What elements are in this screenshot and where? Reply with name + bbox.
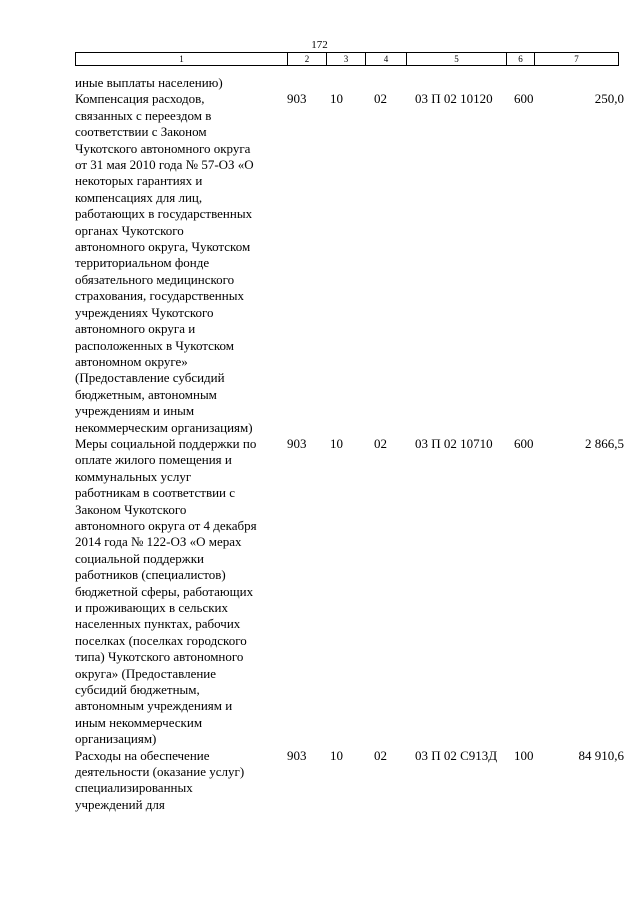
description-cell — [75, 91, 286, 436]
admin-code-cell — [286, 75, 325, 91]
description-line: Расходы на обеспечение — [75, 747, 210, 763]
amount-cell: 84 910,6 — [578, 747, 624, 763]
header-col-6: 6 — [507, 53, 535, 66]
description-line: типа) Чукотского автономного — [75, 649, 244, 665]
description-line: Меры социальной поддержки по — [75, 435, 257, 451]
description-line: бюджетным, автономным — [75, 386, 217, 402]
target-article-cell: 03 П 02 10120 — [415, 91, 493, 107]
table-row — [75, 91, 624, 436]
description-line: работников (специалистов) — [75, 567, 226, 583]
description-line: обязательного медицинского — [75, 271, 235, 287]
description-line: связанных с переездом в — [75, 107, 212, 123]
description-line: компенсациях для лиц, — [75, 189, 203, 205]
expense-type-cell: 600 — [514, 91, 534, 107]
table-row — [75, 748, 624, 814]
budget-table — [75, 75, 624, 813]
description-line: автономным учреждениям и — [75, 698, 233, 714]
description-line: учреждений для — [75, 796, 165, 812]
description-line: от 31 мая 2010 года № 57-ОЗ «О — [75, 157, 254, 173]
description-line: некоторых гарантиях и — [75, 173, 203, 189]
target-article-cell: 03 П 02 С913Д — [415, 747, 498, 763]
section-cell: 10 — [330, 747, 343, 763]
description-line: Чукотского автономного округа — [75, 140, 251, 156]
description-line: расположенных в Чукотском — [75, 337, 235, 353]
description-line: Законом Чукотского — [75, 501, 187, 517]
description-line: деятельности (оказание услуг) — [75, 764, 245, 780]
table-row — [75, 436, 624, 748]
description-line: соответствии с Законом — [75, 124, 207, 140]
target-article-cell: 03 П 02 10710 — [415, 435, 493, 451]
description-line: работникам в соответствии с — [75, 485, 236, 501]
description-line: автономного округа, Чукотском — [75, 239, 251, 255]
description-line: страхования, государственных — [75, 288, 244, 304]
description-line: учреждениям и иным — [75, 403, 195, 419]
description-line: оплате жилого помещения и — [75, 452, 232, 468]
description-line: населенных пунктах, рабочих — [75, 616, 241, 632]
admin-code-cell: 903 — [287, 747, 307, 763]
subsection-cell — [368, 75, 414, 91]
subsection-cell: 02 — [374, 747, 387, 763]
admin-code-cell: 903 — [287, 91, 307, 107]
description-line: автономного округа и — [75, 321, 196, 337]
description-line: некоммерческим организациям) — [75, 419, 253, 435]
expense-type-cell: 600 — [514, 435, 534, 451]
description-line: территориальном фонде — [75, 255, 210, 271]
header-col-4: 4 — [366, 53, 407, 66]
amount-cell: 2 866,5 — [585, 435, 624, 451]
amount-cell: 250,0 — [594, 91, 624, 107]
description-line: Компенсация расходов, — [75, 91, 205, 107]
description-line: автономного округа от 4 декабря — [75, 517, 257, 533]
description-cell — [75, 748, 286, 814]
description-line: учреждениях Чукотского — [75, 304, 214, 320]
expense-type-cell: 100 — [514, 747, 534, 763]
header-col-1: 1 — [76, 53, 288, 66]
page-number: 172 — [311, 39, 328, 51]
subsection-cell: 02 — [374, 91, 387, 107]
description-line: округа» (Предоставление — [75, 665, 217, 681]
description-line: субсидий бюджетным, — [75, 682, 200, 698]
description-line: автономном округе» — [75, 353, 188, 369]
table-row — [75, 75, 624, 91]
description-line: бюджетной сферы, работающих — [75, 583, 254, 599]
header-col-2: 2 — [288, 53, 327, 66]
description-line: организациям) — [75, 731, 157, 747]
amount-cell — [541, 75, 624, 91]
description-line: и проживающих в сельских — [75, 600, 228, 615]
description-line: поселках (поселках городского — [75, 632, 247, 648]
column-number-header — [75, 52, 619, 66]
section-cell: 10 — [330, 91, 343, 107]
description-cell — [75, 75, 286, 91]
description-line: иным некоммерческим — [75, 714, 203, 730]
description-line: органах Чукотского — [75, 222, 184, 238]
description-line: работающих в государственных — [75, 206, 253, 222]
description-cell — [75, 436, 286, 748]
expense-type-cell — [514, 75, 541, 91]
description-line: (Предоставление субсидий — [75, 370, 225, 386]
header-col-5: 5 — [407, 53, 507, 66]
admin-code-cell: 903 — [287, 435, 307, 451]
section-cell: 10 — [330, 435, 343, 451]
header-row — [76, 53, 619, 66]
budget-table-body — [75, 75, 624, 813]
description-line: 2014 года № 122-ОЗ «О мерах — [75, 534, 242, 550]
description-line: коммунальных услуг — [75, 468, 192, 484]
subsection-cell: 02 — [374, 435, 387, 451]
header-col-3: 3 — [327, 53, 366, 66]
header-col-7: 7 — [535, 53, 619, 66]
target-article-cell — [414, 75, 514, 91]
section-cell — [325, 75, 368, 91]
description-line: иные выплаты населению) — [75, 75, 223, 90]
description-line: социальной поддержки — [75, 550, 204, 566]
description-line: специализированных — [75, 780, 193, 796]
